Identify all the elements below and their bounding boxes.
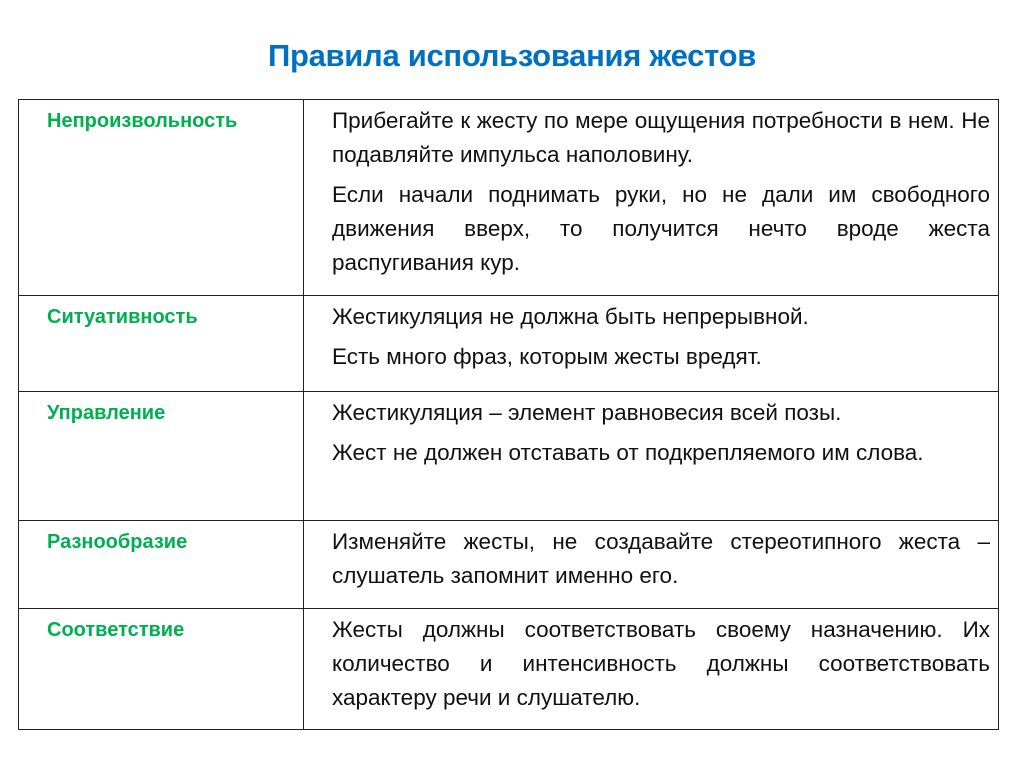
table-row xyxy=(19,392,999,521)
table-row xyxy=(19,296,999,392)
rule-label: Непроизвольность xyxy=(19,100,304,296)
rule-label: Разнообразие xyxy=(19,521,304,609)
paragraph: Изменяйте жесты, не создавайте стереотипного жеста – слушатель запомнит именно его. xyxy=(332,529,990,588)
rule-description xyxy=(304,521,999,609)
paragraph: Жесты должны соответствовать своему назначению. Их количество и интенсивность должны соответствовать характеру речи и слушателю. xyxy=(332,617,990,710)
table-row xyxy=(19,609,999,730)
paragraph: Жест не должен отставать от подкрепляемого им слова. xyxy=(332,440,924,465)
slide-title: Правила использования жестов xyxy=(267,38,756,73)
table-row xyxy=(19,521,999,609)
rule-description xyxy=(304,296,999,392)
paragraph: Если начали поднимать руки, но не дали им свободного движения вверх, то получится нечто вроде жеста распугивания кур. xyxy=(332,182,990,275)
paragraph: Жестикуляция – элемент равновесия всей позы. xyxy=(332,400,842,425)
rule-description xyxy=(304,392,999,521)
rule-label: Соответствие xyxy=(19,609,304,730)
rule-description xyxy=(304,609,999,730)
paragraph: Есть много фраз, которым жесты вредят. xyxy=(332,344,762,369)
paragraph: Прибегайте к жесту по мере ощущения потребности в нем. Не подавляйте импульса наполовину. xyxy=(332,108,990,167)
paragraph: Жестикуляция не должна быть непрерывной. xyxy=(332,304,809,329)
rules-table xyxy=(18,99,999,730)
rule-label: Ситуативность xyxy=(19,296,304,392)
rule-label: Управление xyxy=(19,392,304,521)
rule-description xyxy=(304,100,999,296)
table-row xyxy=(19,100,999,296)
